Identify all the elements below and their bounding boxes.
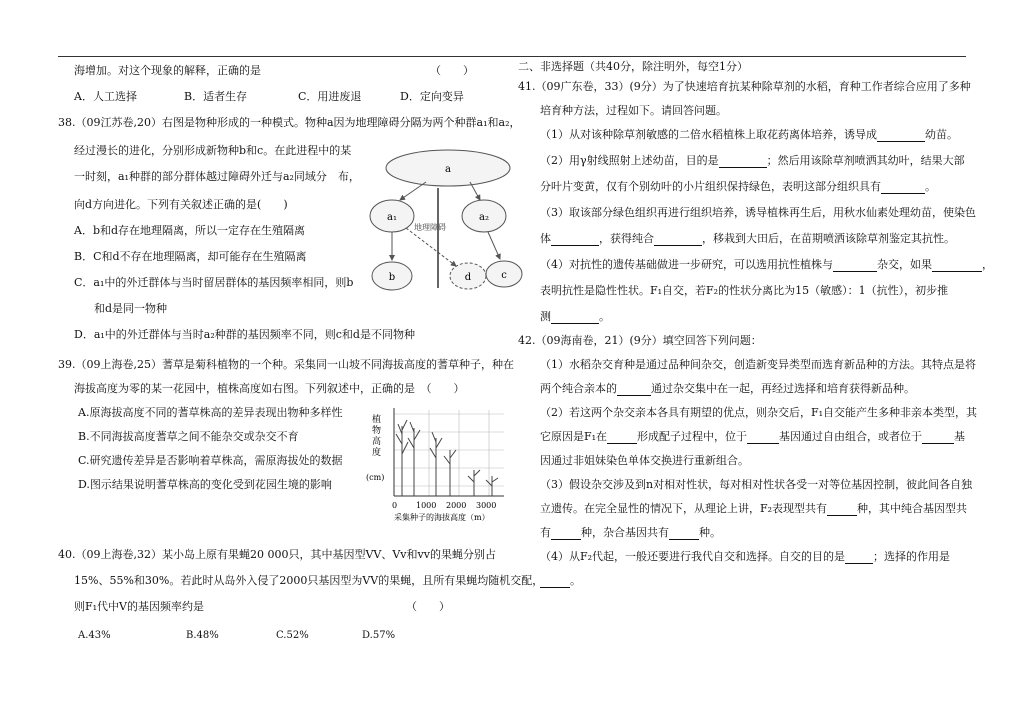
blank <box>719 155 767 168</box>
q38-line4: 向d方向进化。下列有关叙述正确的是( ) <box>74 198 288 211</box>
q37-option-a: A．人工选择 <box>74 90 137 103</box>
q41-line7: 体 ，获得纯合 ，移栽到大田后，在苗期喷洒该除草剂鉴定其抗性。 <box>540 232 955 245</box>
blank <box>551 527 581 540</box>
q41-line5: 分叶片变黄，仅有个别幼叶的小片组织保持绿色，表明这部分组织具有 。 <box>540 180 936 193</box>
x-tick-1000: 1000 <box>416 501 437 510</box>
q37-option-d: D．定向变异 <box>400 90 464 103</box>
q41-line4: （2）用γ射线照射上述幼苗，目的是 ；然后用该除草剂喷洒其幼叶，结果大部 <box>540 154 965 167</box>
x-tick-3000: 3000 <box>476 501 497 510</box>
x-tick-2000: 2000 <box>446 501 467 510</box>
blank <box>827 503 857 516</box>
y-axis-label: 植物高度 <box>372 415 382 458</box>
blank <box>607 431 637 444</box>
blank <box>669 527 699 540</box>
q40-line3: 则F₁代中V的基因频率约是 <box>74 600 204 613</box>
x-axis-label: 采集种子的海拔高度（m） <box>394 513 490 522</box>
q38-line2: 经过漫长的进化，分别形成新物种b和c。在此进程中的某 <box>74 144 352 157</box>
blank <box>932 259 982 272</box>
speciation-diagram <box>366 148 526 298</box>
q40-option-a: A.43% <box>78 630 111 641</box>
blank <box>877 129 925 142</box>
blank <box>551 311 599 324</box>
q42-line2: （1）水稻杂交育种是通过品种间杂交，创造新变异类型而选育新品种的方法。其特点是将 <box>540 358 976 371</box>
q40-line1: 40.（09上海卷,32）某小岛上原有果蝇20 000只，其中基因型VV、Vv和vv的果蝇分别占 <box>58 548 496 561</box>
q40-paren: （ ） <box>406 600 450 613</box>
section-header: 二、非选择题（共40分，除注明外，每空1分） <box>518 60 748 73</box>
q38-option-b: B．C和d不存在地理隔离，却可能存在生殖隔离 <box>74 250 307 263</box>
q37-option-c: C．用进废退 <box>298 90 362 103</box>
blank <box>540 575 570 588</box>
q42-line3: 两个纯合亲本的 通过杂交集中在一起，再经过选择和培育获得新品种。 <box>540 382 915 395</box>
q40-line2: 15%、55%和30%。若此时从岛外入侵了2000只基因型为VV的果蝇，且所有果蝇均随机交配， <box>74 574 544 587</box>
q39-option-d: D.图示结果说明蓍草株高的变化受到花园生境的影响 <box>78 478 332 491</box>
q39-option-a: A.原海拔高度不同的蓍草株高的差异表现出物种多样性 <box>78 406 343 419</box>
q41-line10: 测 。 <box>540 310 610 323</box>
q42-line1: 42.（09海南卷，21）(9分）填空回答下列问题： <box>518 334 762 347</box>
blank <box>747 431 779 444</box>
blank <box>551 233 599 246</box>
blank <box>833 259 877 272</box>
q41-line6: （3）取该部分绿色组织再进行组织培养，诱导植株再生后，用秋水仙素处理幼苗，使染色 <box>540 206 976 219</box>
plant-height-chart <box>364 404 510 524</box>
y-axis-unit: (cm) <box>366 473 385 482</box>
blank <box>617 383 651 396</box>
species-a-label: a <box>445 164 451 175</box>
x-tick-0: 0 <box>392 501 398 510</box>
q39-option-b: B.不同海拔高度蓍草之间不能杂交或杂交不育 <box>78 430 299 443</box>
q39-line2: 海拔高度为零的某一花园中，植株高度如右图。下列叙述中，正确的是 （ ） <box>74 382 465 395</box>
q41-line9: 表明抗性是隐性性状。F₁自交，若F₂的性状分离比为15（敏感）：1（抗性），初步推 <box>540 284 949 297</box>
q42-line5: 它原因是F₁在 形成配子过程中，位于 基因通过自由组合，或者位于 基 <box>540 430 966 443</box>
q37-option-b: B．适者生存 <box>184 90 248 103</box>
blank <box>654 233 702 246</box>
species-c-label: c <box>501 270 507 281</box>
q38-option-d: D．a₁中的外迁群体与当时a₂种群的基因频率不同，则c和d是不同物种 <box>74 328 415 341</box>
blank <box>881 181 925 194</box>
barrier-label: 地理障碍 <box>414 223 446 232</box>
species-d-label: d <box>464 272 472 283</box>
q39-line1: 39.（09上海卷,25）蓍草是菊科植物的一个种。采集同一山坡不同海拔高度的蓍草种子，种在 <box>58 358 514 371</box>
q41-line1: 41.（09广东卷，33）(9分）为了快速培育抗某种除草剂的水稻，育种工作者综合应用了多种 <box>518 80 971 93</box>
q42-line6: 因通过非姐妹染色单体交换进行重新组合。 <box>540 454 749 467</box>
q42-line4: （2）若这两个杂交亲本各具有期望的优点，则杂交后，F₁自交能产生多种非亲本类型，其 <box>540 406 978 419</box>
q42-line11: 。 <box>540 574 581 588</box>
blank <box>845 551 873 564</box>
blank <box>922 431 954 444</box>
q38-option-c-line2: 和d是同一物种 <box>94 302 168 315</box>
population-a2-label: a₂ <box>479 212 489 223</box>
top-rule <box>58 56 966 57</box>
q38-option-c-line1: C．a₁中的外迁群体与当时留居群体的基因频率相同，则b <box>74 276 354 289</box>
q40-option-b: B.48% <box>186 630 219 641</box>
q42-line10: （4）从F₂代起，一般还要进行我代自交和选择。自交的目的是 ；选择的作用是 <box>540 550 951 563</box>
q38-line3: 一时刻，a₁种群的部分群体越过障碍外迁与a₂同域分 布， <box>74 170 360 183</box>
species-b-label: b <box>388 272 396 283</box>
q39-option-c: C.研究遗传差异是否影响着草株高，需原海拔处的数据 <box>78 454 343 467</box>
q42-line9: 有 种，杂合基因共有 种。 <box>540 526 721 539</box>
q42-line7: （3）假设杂交涉及到n对相对性状，每对相对性状各受一对等位基因控制，彼此间各自独 <box>540 478 973 491</box>
population-a1-label: a₁ <box>387 212 397 223</box>
q38-option-a: A．b和d存在地理隔离，所以一定存在生殖隔离 <box>74 224 306 237</box>
q41-line3: （1）从对该种除草剂敏感的二倍水稻植株上取花药离体培养，诱导成 幼苗。 <box>540 128 958 141</box>
q37-tail: 海增加。对这个现象的解释，正确的是 <box>74 64 261 77</box>
q42-line8: 立遗传。在完全显性的情况下，从理论上讲，F₂表现型共有 种，其中纯合基因型共 <box>540 502 968 515</box>
q40-option-c: C.52% <box>276 630 309 641</box>
q38-line1: 38.（09江苏卷,20）右图是物种形成的一种模式。物种a因为地理障碍分隔为两个种群a₁和a₂， <box>58 116 521 129</box>
q37-paren: （ ） <box>430 64 474 77</box>
q40-option-d: D.57% <box>362 630 396 641</box>
q41-line2: 培育种方法，过程如下。请回答问题。 <box>540 104 727 117</box>
q41-line8: （4）对抗性的遗传基础做进一步研究，可以选用抗性植株与 杂交，如果 ， <box>540 258 993 271</box>
